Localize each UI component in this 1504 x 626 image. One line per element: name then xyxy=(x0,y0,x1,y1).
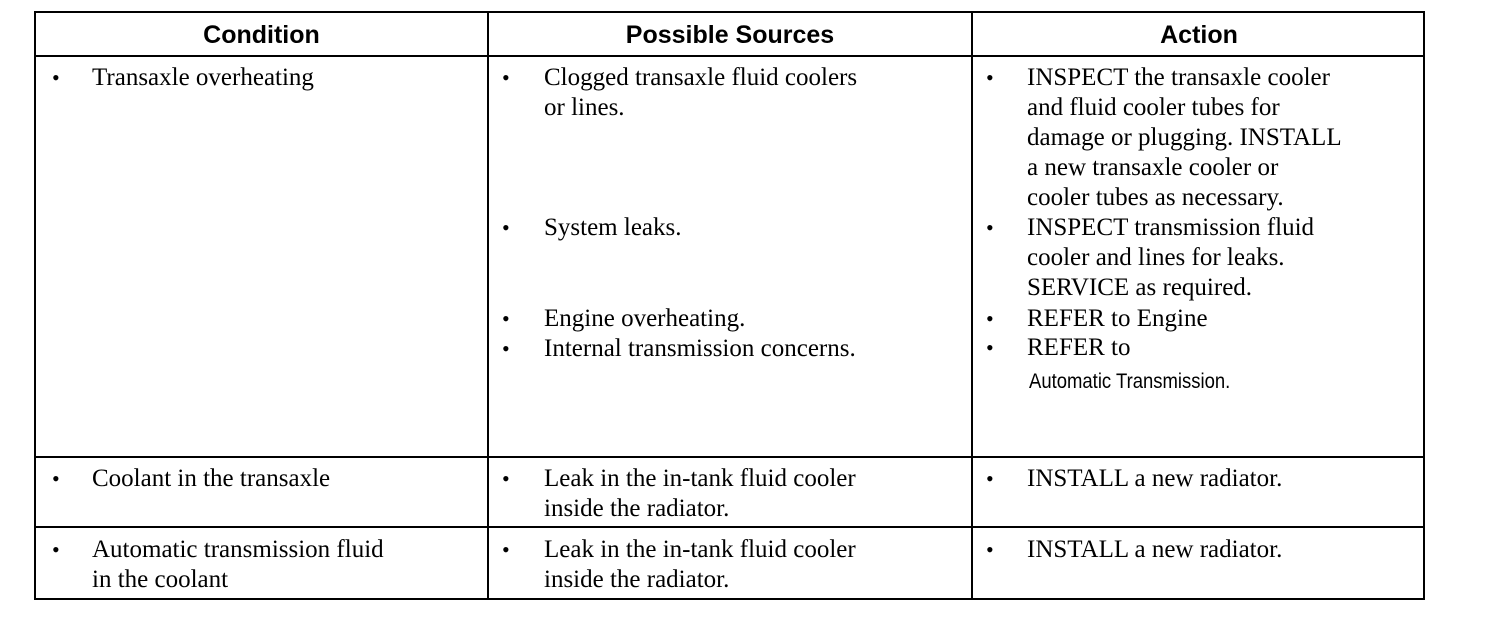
action-text: INSTALL a new radiator. xyxy=(1027,536,1283,563)
action-note-text: Automatic Transmission. xyxy=(1029,370,1231,393)
action-text: SERVICE as required. xyxy=(1027,274,1253,301)
action-text: damage or plugging. INSTALL xyxy=(1027,124,1342,151)
bullet: • xyxy=(52,466,60,491)
source-text: Clogged transaxle fluid coolers xyxy=(544,64,858,91)
bullet: • xyxy=(986,537,994,562)
bullet: • xyxy=(986,466,994,491)
bullet: • xyxy=(986,65,994,90)
diagnosis-table xyxy=(34,11,1425,600)
bullet: • xyxy=(502,336,510,361)
source-text: Leak in the in-tank fluid cooler xyxy=(544,465,856,492)
column-divider-2 xyxy=(971,13,973,598)
column-divider-1 xyxy=(487,13,489,598)
action-text xyxy=(1029,366,1258,397)
source-text: Engine overheating. xyxy=(544,305,746,332)
header-action: Action xyxy=(1160,20,1238,49)
bullet: • xyxy=(502,537,510,562)
source-text: Internal transmission concerns. xyxy=(544,335,856,362)
header-condition: Condition xyxy=(203,20,320,49)
source-text: Leak in the in-tank fluid cooler xyxy=(544,536,856,563)
row-divider-2 xyxy=(36,526,1423,528)
action-text: a new transaxle cooler or xyxy=(1027,154,1279,181)
condition-text: Transaxle overheating xyxy=(92,64,314,91)
action-text: and fluid cooler tubes for xyxy=(1027,94,1280,121)
bullet: • xyxy=(502,65,510,90)
bullet: • xyxy=(502,215,510,240)
source-text: inside the radiator. xyxy=(544,495,730,522)
bullet: • xyxy=(52,65,60,90)
action-text: cooler and lines for leaks. xyxy=(1027,244,1285,271)
bullet: • xyxy=(502,466,510,491)
bullet: • xyxy=(52,537,60,562)
source-text: or lines. xyxy=(544,94,625,121)
condition-text: in the coolant xyxy=(92,566,229,593)
condition-text: Coolant in the transaxle xyxy=(92,465,331,492)
action-text: INSTALL a new radiator. xyxy=(1027,465,1283,492)
action-text: INSPECT the transaxle cooler xyxy=(1027,64,1330,91)
bullet: • xyxy=(986,306,994,331)
source-text: System leaks. xyxy=(544,214,682,241)
bullet: • xyxy=(986,215,994,240)
action-text: cooler tubes as necessary. xyxy=(1027,184,1284,211)
source-text: inside the radiator. xyxy=(544,566,730,593)
action-text: REFER to Engine xyxy=(1027,305,1208,332)
action-text: REFER to xyxy=(1027,334,1131,361)
condition-text: Automatic transmission fluid xyxy=(92,536,384,563)
row-divider-1 xyxy=(36,456,1423,458)
bullet: • xyxy=(502,306,510,331)
action-text: INSPECT transmission fluid xyxy=(1027,214,1315,241)
bullet: • xyxy=(986,335,994,360)
header-possible-sources: Possible Sources xyxy=(625,20,835,49)
